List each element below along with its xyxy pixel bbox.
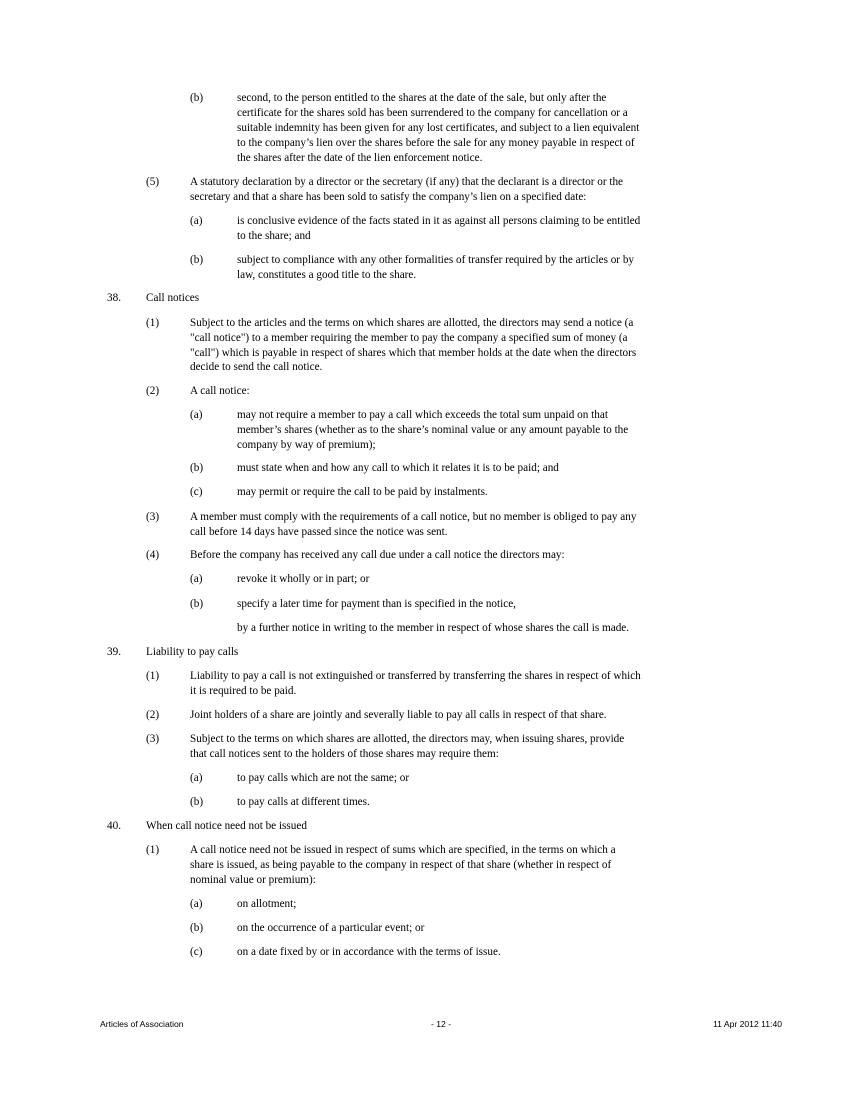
clause-text-line: Joint holders of a share are jointly and severally liable to pay all calls in respect of that share. <box>190 709 607 721</box>
clause-number: (b) <box>190 92 204 104</box>
clause-text-line: to pay calls at different times. <box>237 796 370 808</box>
article-heading: Liability to pay calls <box>146 646 239 658</box>
clause-text-line: member’s shares (whether as to the share’s nominal value or any amount payable to the <box>237 424 629 436</box>
clause-text-line: to pay calls which are not the same; or <box>237 772 410 784</box>
clause-text-line: A statutory declaration by a director or the secretary (if any) that the declarant is a director or the <box>190 176 624 188</box>
footer-document-title: Articles of Association <box>100 1019 184 1029</box>
clause-text-line: call before 14 days have passed since the notice was sent. <box>190 526 448 538</box>
clause-number: (2) <box>146 709 160 721</box>
clause-text-line: by a further notice in writing to the member in respect of whose shares the call is made. <box>237 622 630 634</box>
clause-number: (3) <box>146 511 160 523</box>
clause-text-line: subject to compliance with any other formalities of transfer required by the articles or by <box>237 254 635 266</box>
clause-text-line: to the company’s lien over the shares before the sale for any money payable in respect of <box>237 137 635 149</box>
clause-text-line: may not require a member to pay a call which exceeds the total sum unpaid on that <box>237 409 608 421</box>
clause-number: (b) <box>190 796 204 808</box>
clause-number: (1) <box>146 317 160 329</box>
clause-text-line: secretary and that a share has been sold to satisfy the company’s lien on a specified date: <box>190 191 587 203</box>
clause-text-line: "call") which is payable in respect of shares which that member holds at the date when the directors <box>190 347 637 359</box>
clause-text-line: law, constitutes a good title to the share. <box>237 269 417 281</box>
clause-text-line: is conclusive evidence of the facts stated in it as against all persons claiming to be entitled <box>237 215 641 227</box>
clause-number: (b) <box>190 598 204 610</box>
clause-text-line: company by way of premium); <box>237 439 376 451</box>
clause-text-line: A member must comply with the requirements of a call notice, but no member is obliged to pay any <box>190 511 637 523</box>
clause-number: 40. <box>107 820 121 832</box>
clause-text-line: on a date fixed by or in accordance with the terms of issue. <box>237 946 501 958</box>
clause-text-line: "call notice") to a member requiring the member to pay the company a specified sum of money (a <box>190 332 628 344</box>
clause-number: (a) <box>190 215 203 227</box>
clause-text-line: suitable indemnity has been given for any lost certificates, and subject to a lien equivalent <box>237 122 640 134</box>
clause-number: 38. <box>107 292 121 304</box>
footer-page-number: - 12 - <box>431 1019 452 1029</box>
article-heading: When call notice need not be issued <box>146 820 307 832</box>
clause-number: (c) <box>190 486 203 498</box>
footer-timestamp: 11 Apr 2012 11:40 <box>713 1019 782 1029</box>
clause-number: (c) <box>190 946 203 958</box>
clause-number: (a) <box>190 898 203 910</box>
clause-text-line: may permit or require the call to be paid by instalments. <box>237 486 488 498</box>
clause-number: (3) <box>146 733 160 745</box>
clause-number: (a) <box>190 573 203 585</box>
clause-number: (2) <box>146 385 160 397</box>
clause-number: (4) <box>146 549 160 561</box>
clause-text-line: that call notices sent to the holders of those shares may require them: <box>190 748 499 760</box>
clause-text-line: A call notice need not be issued in respect of sums which are specified, in the terms on which a <box>190 844 616 856</box>
clause-text-line: to the share; and <box>237 230 311 242</box>
clause-number: (b) <box>190 254 204 266</box>
clause-text-line: certificate for the shares sold has been surrendered to the company for cancellation or a <box>237 107 628 119</box>
clause-text-line: share is issued, as being payable to the company in respect of that share (whether in respect of <box>190 859 612 871</box>
clause-text-line: must state when and how any call to which it relates it is to be paid; and <box>237 462 559 474</box>
clause-text-line: on allotment; <box>237 898 297 910</box>
article-heading: Call notices <box>146 292 200 304</box>
clause-text-line: revoke it wholly or in part; or <box>237 573 370 585</box>
clause-number: (a) <box>190 409 203 421</box>
clause-text-line: A call notice: <box>190 385 250 397</box>
clause-number: (b) <box>190 922 204 934</box>
clause-number: 39. <box>107 646 121 658</box>
clause-text-line: on the occurrence of a particular event; or <box>237 922 425 934</box>
clause-number: (1) <box>146 670 160 682</box>
clause-text-line: specify a later time for payment than is specified in the notice, <box>237 598 516 610</box>
clause-number: (1) <box>146 844 160 856</box>
clause-text-line: Before the company has received any call due under a call notice the directors may: <box>190 549 565 561</box>
clause-number: (a) <box>190 772 203 784</box>
clause-text-line: Subject to the articles and the terms on which shares are allotted, the directors may send a notice (a <box>190 317 634 329</box>
clause-text-line: Liability to pay a call is not extinguished or transferred by transferring the shares in respect of which <box>190 670 641 682</box>
clause-text-line: decide to send the call notice. <box>190 361 323 373</box>
clause-number: (b) <box>190 462 204 474</box>
clause-text-line: nominal value or premium): <box>190 874 316 886</box>
clause-text-line: Subject to the terms on which shares are allotted, the directors may, when issuing shares, provide <box>190 733 625 745</box>
clause-number: (5) <box>146 176 160 188</box>
clause-text-line: it is required to be paid. <box>190 685 297 697</box>
clause-text-line: second, to the person entitled to the shares at the date of the sale, but only after the <box>237 92 607 104</box>
clause-text-line: the shares after the date of the lien enforcement notice. <box>237 152 483 164</box>
